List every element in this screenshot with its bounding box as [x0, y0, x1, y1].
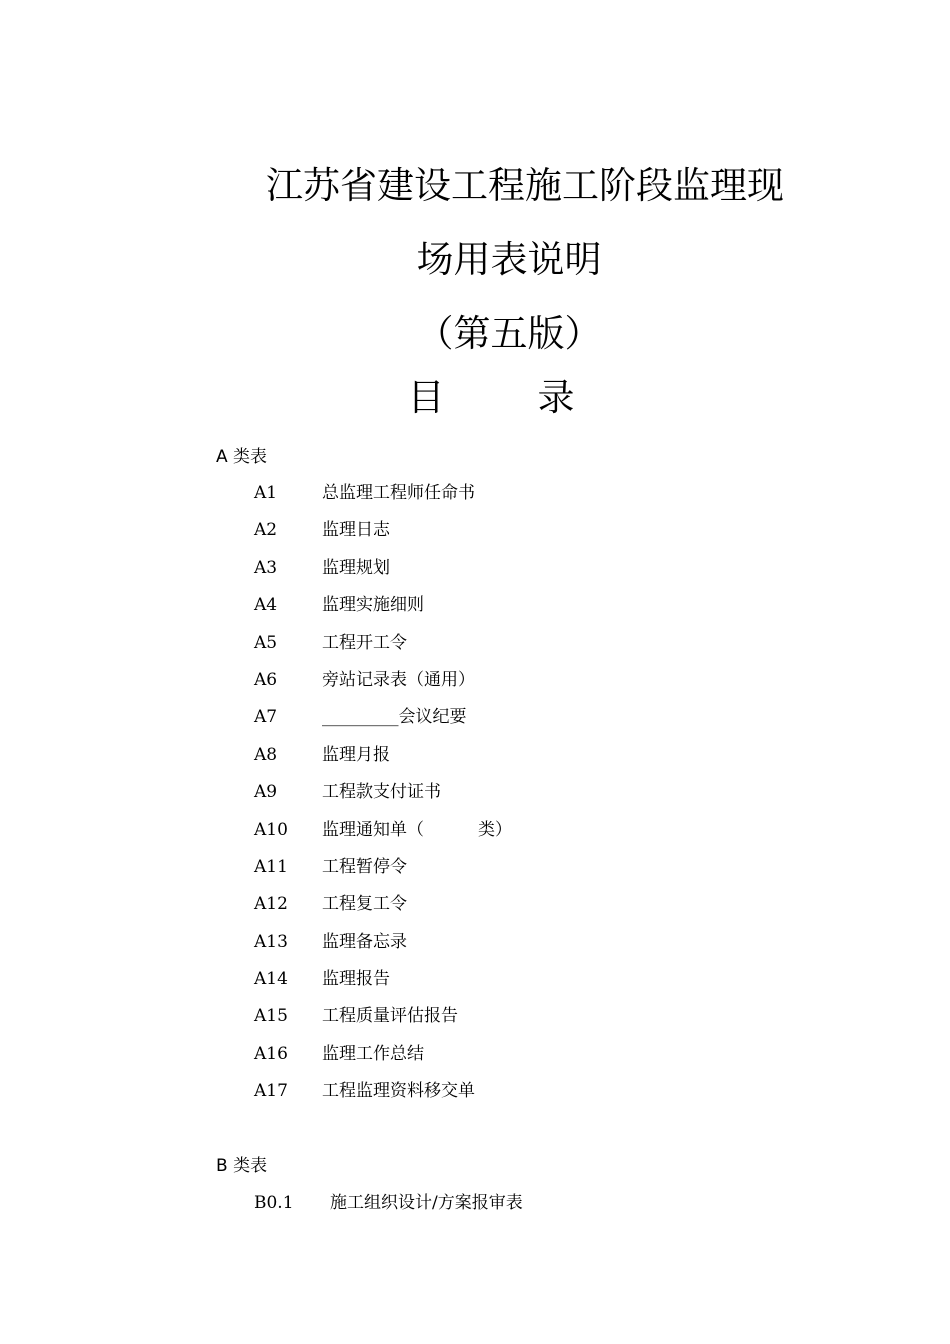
toc-item-code: A12	[254, 894, 288, 915]
toc-item-code: A15	[254, 1006, 288, 1027]
toc-item-title: 工程开工令	[322, 632, 407, 653]
toc-item-title: 工程质量评估报告	[322, 1006, 458, 1027]
toc-item-title: 监理月报	[322, 744, 390, 765]
toc-item-title: 监理工作总结	[322, 1043, 424, 1064]
document-title-line-2: 场用表说明	[416, 238, 602, 281]
toc-item-code: A7	[254, 707, 278, 728]
toc-item-title: 工程款支付证书	[322, 782, 441, 803]
toc-item-title: 工程复工令	[322, 894, 407, 915]
toc-item-code: A8	[254, 744, 278, 765]
toc-item-title: 总监理工程师任命书	[322, 483, 475, 503]
toc-item-title: 监理报告	[322, 969, 390, 990]
toc-item-title: 监理日志	[322, 520, 390, 541]
toc-item-code: A13	[254, 931, 288, 952]
document-edition: （第五版）	[416, 312, 602, 355]
toc-item-title: 监理实施细则	[322, 595, 424, 616]
toc-item-title: 监理备忘录	[322, 931, 407, 952]
section-b-heading: B 类表	[216, 1156, 268, 1176]
section-a-heading: A 类表	[216, 447, 268, 467]
toc-item-title: _________会议纪要	[322, 707, 467, 728]
toc-item-code: A11	[254, 856, 288, 877]
toc-item-code: A1	[254, 483, 278, 503]
toc-item-code: A2	[254, 520, 278, 541]
document-title-line-1: 江苏省建设工程施工阶段监理现	[266, 164, 784, 207]
toc-item-title: 施工组织设计/方案报审表	[330, 1193, 523, 1213]
toc-item-title: 工程监理资料移交单	[322, 1081, 475, 1102]
toc-item-code: A16	[254, 1043, 288, 1064]
toc-item-code: A17	[254, 1081, 288, 1102]
toc-item-title: 旁站记录表（通用）	[322, 669, 475, 690]
toc-item-title: 监理规划	[322, 557, 390, 578]
toc-heading: 目 录	[407, 376, 603, 419]
toc-item-code: A9	[254, 782, 278, 803]
toc-item-code: B0.1	[254, 1193, 294, 1213]
toc-item-title: 监理通知单（ 类）	[322, 819, 513, 840]
toc-item-code: A3	[254, 557, 278, 578]
toc-item-code: A4	[254, 595, 278, 616]
toc-item-code: A14	[254, 969, 288, 990]
toc-item-code: A6	[254, 669, 278, 690]
toc-item-title: 工程暂停令	[322, 856, 407, 877]
toc-item-code: A10	[254, 819, 288, 840]
toc-item-code: A5	[254, 632, 278, 653]
